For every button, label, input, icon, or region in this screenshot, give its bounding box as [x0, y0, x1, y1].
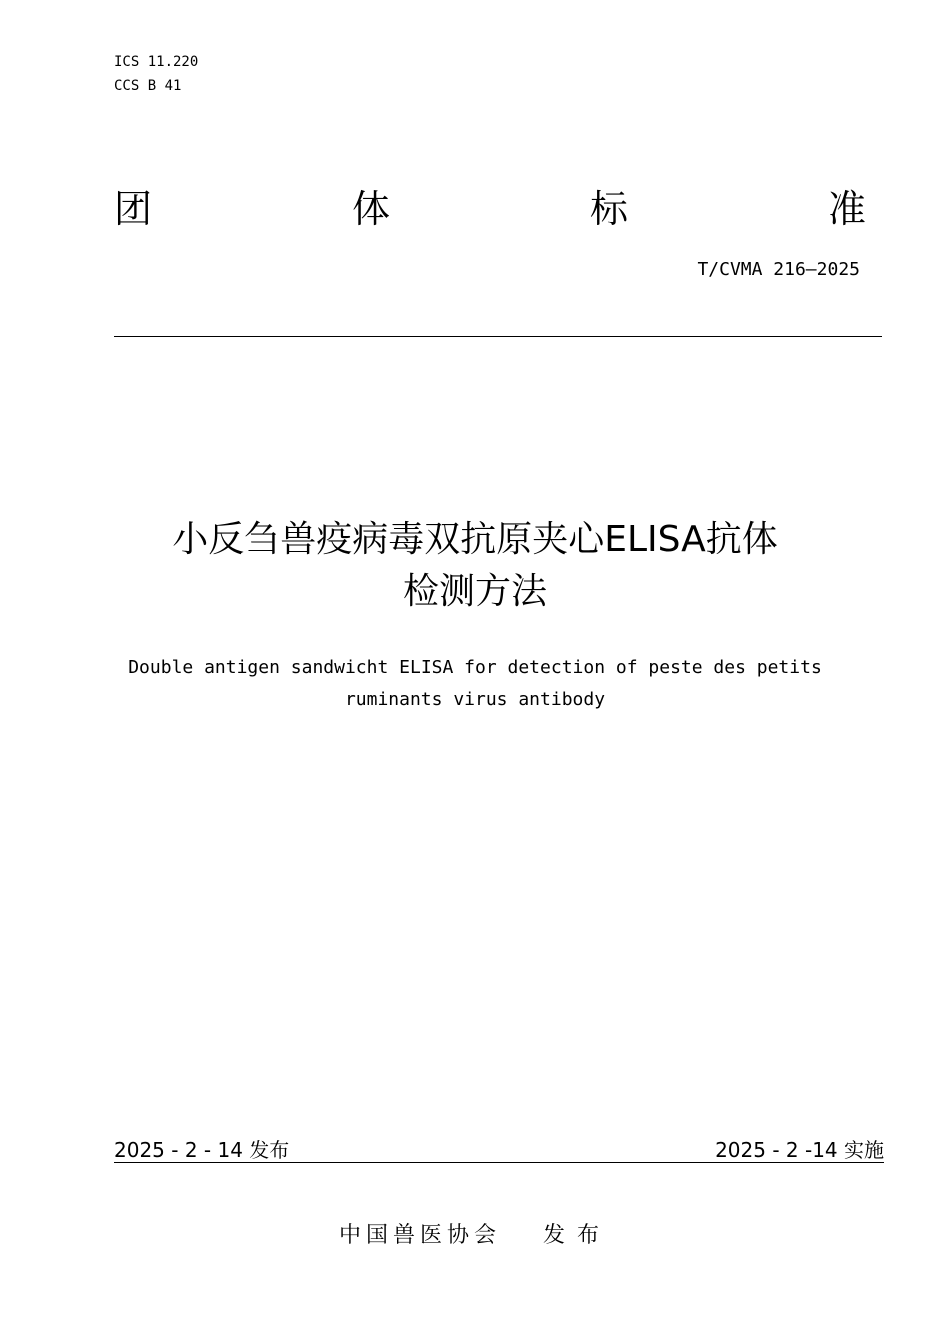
chinese-title: [60, 514, 890, 618]
date-row: [114, 1136, 884, 1164]
classification-codes: [114, 50, 198, 98]
implementation-date: 2025 - 2 -14 实施: [715, 1138, 884, 1162]
english-title: [60, 652, 890, 716]
chinese-title-line-1: 小反刍兽疫病毒双抗原夹心ELISA抗体: [172, 519, 778, 560]
standard-type-char: 准: [827, 187, 866, 231]
publisher-organization: 中国兽医协会: [338, 1223, 501, 1248]
publisher-action: 发布: [543, 1223, 612, 1248]
standard-number: T/CVMA 216—2025: [697, 259, 860, 280]
publisher-line: [0, 1220, 950, 1252]
issue-date: 2025 - 2 - 14 发布: [114, 1138, 290, 1162]
standard-type-char: 体: [351, 187, 390, 231]
standard-type-char: 团: [114, 187, 153, 231]
chinese-title-line-2: 检测方法: [402, 571, 547, 612]
top-divider: [114, 336, 882, 337]
standard-type-heading: [114, 184, 866, 234]
standard-type-char: 标: [589, 187, 628, 231]
english-title-line-1: Double antigen sandwicht ELISA for detection of peste des petits: [128, 657, 822, 678]
ics-code: ICS 11.220: [114, 54, 199, 70]
bottom-divider: [114, 1162, 884, 1163]
english-title-line-2: ruminants virus antibody: [344, 689, 606, 710]
ccs-code: CCS B 41: [114, 78, 182, 94]
